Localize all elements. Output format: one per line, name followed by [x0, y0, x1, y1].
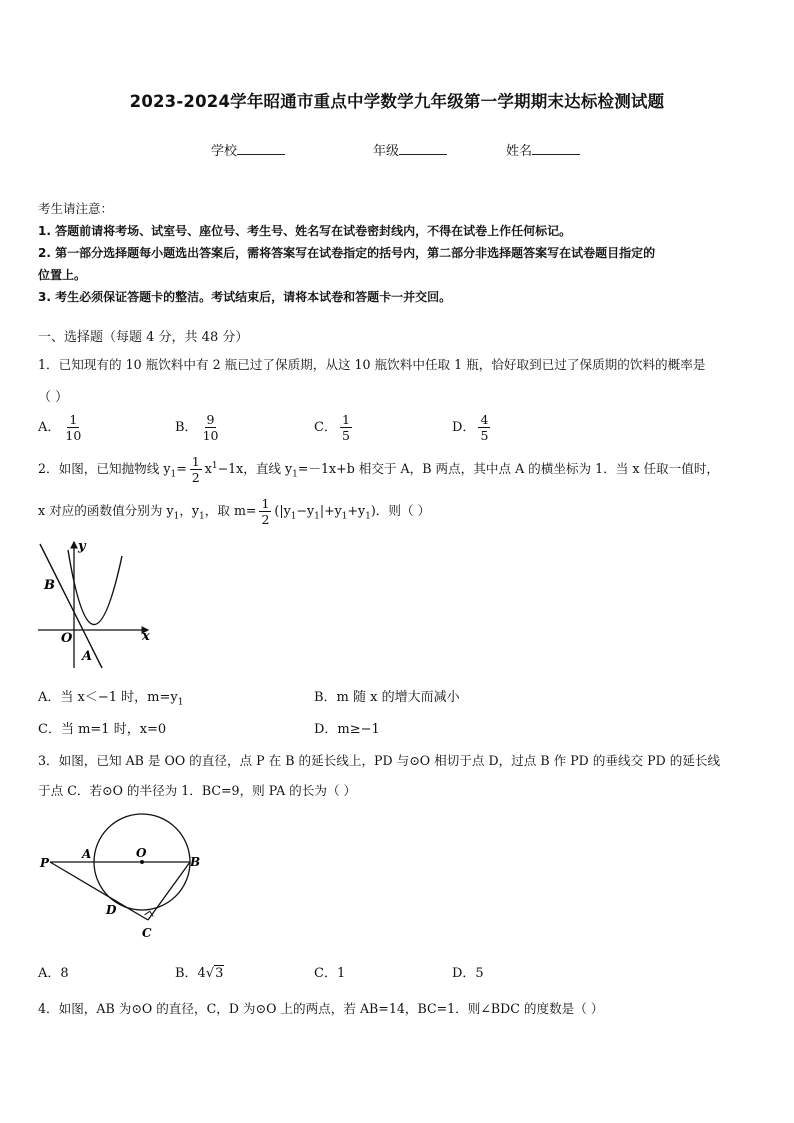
exam-title: 2023-2024学年昭通市重点中学数学九年级第一学期期末达标检测试题: [129, 92, 665, 111]
q2-option-a[interactable]: A．当 x＜−1 时，$m=y_1$: [38, 690, 184, 708]
point-c-label: C: [142, 926, 152, 940]
candidate-notice: [38, 198, 762, 308]
parabola-curve: [68, 550, 122, 625]
fraction: $\frac{1}{2}$: [261, 496, 270, 527]
q3-option-c[interactable]: C．1: [314, 966, 346, 981]
name-field[interactable]: 姓名: [506, 140, 580, 159]
q1-text: 1．已知现有的 10 瓶饮料中有 2 瓶已过了保质期，从这 10 瓶饮料中任取 1 瓶，恰好取到已过了保质期的饮料的概率是: [38, 357, 706, 372]
q2-text-line2: x 对应的函数值分别为 $y_1$，$y_1$，取 m= $\frac{1}{2}$ $(|y_1-y_1|+y_1+y_1)$．则（ ）: [38, 496, 431, 527]
y-axis-label: y: [78, 539, 86, 554]
point-a-label: A: [82, 847, 92, 861]
point-b-label: B: [44, 578, 55, 593]
x-axis-label: x: [142, 629, 150, 644]
q1-option-d[interactable]: D． $\frac{4}{5}$: [452, 412, 489, 443]
point-p-label: P: [40, 856, 50, 870]
origin-label: O: [61, 631, 73, 646]
notice-item-1: 1. 答题前请将考场、试室号、座位号、考生号、姓名写在试卷密封线内，不得在试卷上作任何标记。: [38, 224, 572, 238]
fraction: $\frac{1}{2}$: [191, 454, 200, 485]
q1-option-b[interactable]: B． $\frac{9}{10}$: [175, 412, 219, 443]
grade-blank[interactable]: [399, 142, 447, 155]
q3-text-line1: 3．如图，已知 AB 是 OO 的直径，点 P 在 B 的延长线上，PD 与⊙O 相切于点 D，过点 B 作 PD 的垂线交 PD 的延长线: [38, 753, 721, 768]
fraction: $\frac{9}{10}$: [202, 412, 219, 443]
fraction: $\frac{4}{5}$: [480, 412, 489, 443]
line-pc: [50, 862, 148, 920]
q4-text: 4．如图，AB 为⊙O 的直径，C，D 为⊙O 上的两点，若 AB=14，BC=1．则∠BDC 的度数是（ ）: [38, 1001, 604, 1016]
q3-circle-figure: [34, 810, 214, 944]
q3-text-line2: 于点 C．若⊙O 的半径为 1．BC=9，则 PA 的长为（ ）: [38, 783, 357, 798]
q1-option-a[interactable]: A． $\frac{1}{10}$: [38, 412, 82, 443]
section-heading: 一、选择题（每题 4 分，共 48 分）: [38, 330, 249, 345]
center-point: [140, 860, 144, 864]
notice-item-3: 3. 考生必须保证答题卡的整洁。考试结束后，请将本试卷和答题卡一并交回。: [38, 290, 452, 304]
notice-item-2: 2. 第一部分选择题每小题选出答案后，需将答案写在试卷指定的括号内，第二部分非选择题答案写在试卷题目指定的: [38, 246, 656, 260]
fraction: $\frac{1}{5}$: [341, 412, 350, 443]
point-d-label: D: [106, 903, 117, 917]
q3-option-a[interactable]: A．8: [38, 966, 69, 981]
name-blank[interactable]: [532, 142, 580, 155]
notice-heading: 考生请注意：: [38, 201, 114, 216]
school-field[interactable]: 学校: [211, 140, 285, 159]
point-a-label: A: [82, 649, 93, 664]
straight-line: [40, 544, 102, 668]
grade-field[interactable]: 年级: [373, 140, 447, 159]
q3-option-d[interactable]: D．5: [452, 966, 484, 981]
q2-option-d[interactable]: D．m≥−1: [314, 722, 380, 737]
q2-option-c[interactable]: C．当 m=1 时，x=0: [38, 722, 167, 737]
line-bc: [148, 862, 190, 920]
q1-option-c[interactable]: C． $\frac{1}{5}$: [314, 412, 350, 443]
notice-item-2-cont: 位置上。: [38, 268, 87, 282]
fraction: $\frac{1}{10}$: [65, 412, 82, 443]
q1-bracket: （ ）: [38, 390, 69, 405]
q2-option-b[interactable]: B．m 随 x 的增大而减小: [314, 690, 460, 705]
q2-text-line1: 2．如图，已知抛物线 $y_1=$ $\frac{1}{2}$ $x^1-1x$，直线 $y_1=-1x+b$ 相交于 A，B 两点，其中点 A 的横坐标为 1．当 x 任取一值时，: [38, 454, 720, 485]
point-b-label: B: [190, 855, 201, 869]
q3-option-b[interactable]: B．4√3: [175, 966, 224, 981]
q2-parabola-figure: [30, 536, 160, 672]
school-blank[interactable]: [237, 142, 285, 155]
point-o-label: O: [136, 846, 147, 860]
